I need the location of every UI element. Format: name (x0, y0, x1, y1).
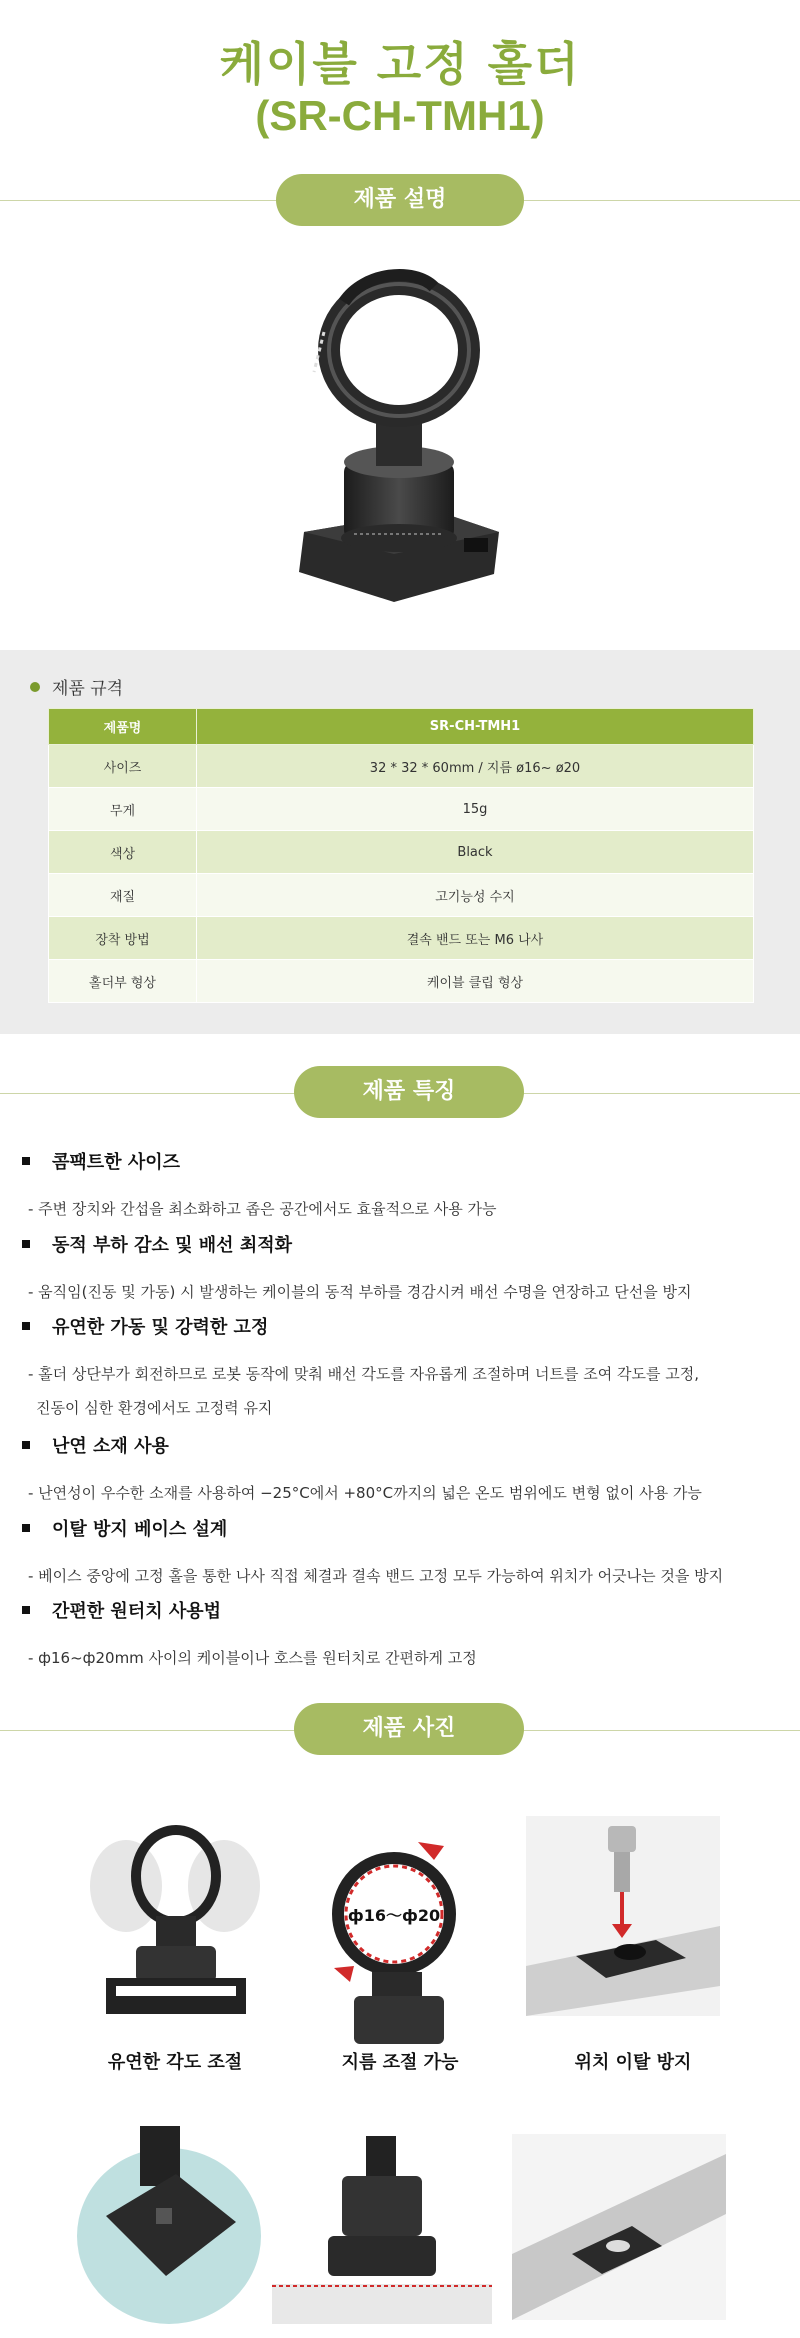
spec-label: 재질 (49, 874, 197, 917)
spec-value: Black (197, 831, 754, 874)
photo-rail-mount (512, 2134, 726, 2320)
photo-caption: 위치 이탈 방지 (574, 2052, 692, 2073)
feature-desc: - 움직임(진동 및 가동) 시 발생하는 케이블의 동적 부하를 경감시켜 배선 수명을 연장하고 단선을 방지 (28, 1283, 692, 1301)
spec-label: 홀더부 형상 (49, 960, 197, 1003)
table-row (49, 917, 754, 960)
diameter-label: ф16～ф20 (347, 1906, 441, 1925)
feature-item (20, 1231, 780, 1309)
spec-value: 15g (197, 788, 754, 831)
feature-title: 이탈 방지 베이스 설계 (52, 1519, 228, 1540)
photo-position-lock (526, 1816, 720, 2016)
photo-angle-adjust (86, 1806, 264, 2026)
feature-desc: - 주변 장치와 간섭을 최소화하고 좁은 공간에서도 효율적으로 사용 가능 (28, 1200, 497, 1218)
spec-label: 무게 (49, 788, 197, 831)
spec-table (48, 708, 754, 1003)
spec-header-label: 제품명 (49, 709, 197, 745)
spec-table-header (49, 709, 754, 745)
page-title: 케이블 고정 홀더 (219, 37, 581, 91)
bullet-dot-icon (30, 682, 40, 692)
feature-item (20, 1313, 780, 1425)
photo-diameter-adjust (294, 1806, 506, 2046)
spec-heading-label: 제품 규격 (52, 679, 124, 699)
feature-desc: - ф16~ф20mm 사이의 케이블이나 호스를 원터치로 간편하게 고정 (28, 1649, 477, 1667)
feature-title: 동적 부하 감소 및 배선 최적화 (52, 1235, 292, 1256)
table-row (49, 831, 754, 874)
photo-base-bottom (76, 2126, 262, 2326)
spec-heading (30, 674, 123, 699)
square-bullet-icon (22, 1524, 30, 1532)
feature-title: 콤팩트한 사이즈 (52, 1152, 180, 1173)
product-main-image (284, 262, 514, 612)
feature-desc: - 난연성이 우수한 소재를 사용하여 −25°C에서 +80°C까지의 넓은 온도 범위에도 변형 없이 사용 가능 (28, 1484, 702, 1502)
feature-item (20, 1148, 780, 1226)
feature-title: 난연 소재 사용 (52, 1436, 169, 1457)
table-row (49, 874, 754, 917)
table-row (49, 788, 754, 831)
spec-label: 사이즈 (49, 745, 197, 788)
feature-title: 유연한 가동 및 강력한 고정 (52, 1317, 269, 1338)
section-pill-description: 제품 설명 (276, 174, 524, 226)
spec-panel (0, 650, 800, 1034)
table-row (49, 745, 754, 788)
table-row (49, 960, 754, 1003)
spec-value: 고기능성 수지 (197, 874, 754, 917)
spec-value: 케이블 클립 형상 (197, 960, 754, 1003)
photo-caption: 유연한 각도 조절 (107, 2052, 243, 2073)
spec-label: 장착 방법 (49, 917, 197, 960)
feature-item (20, 1515, 780, 1593)
feature-desc: 진동이 심한 환경에서도 고정력 유지 (36, 1399, 273, 1417)
feature-item (20, 1432, 780, 1510)
square-bullet-icon (22, 1606, 30, 1614)
spec-header-value: SR-CH-TMH1 (197, 709, 754, 745)
square-bullet-icon (22, 1441, 30, 1449)
spec-label: 색상 (49, 831, 197, 874)
photo-side-view (272, 2136, 492, 2326)
square-bullet-icon (22, 1322, 30, 1330)
feature-desc: - 베이스 중앙에 고정 홀을 통한 나사 직접 체결과 결속 밴드 고정 모두 가능하여 위치가 어긋나는 것을 방지 (28, 1567, 724, 1585)
photo-caption: 지름 조절 가능 (341, 2052, 459, 2073)
page-subtitle: (SR-CH-TMH1) (255, 92, 545, 139)
square-bullet-icon (22, 1157, 30, 1165)
section-pill-photos: 제품 사진 (294, 1703, 524, 1755)
section-pill-features: 제품 특징 (294, 1066, 524, 1118)
square-bullet-icon (22, 1240, 30, 1248)
spec-value: 32 * 32 * 60mm / 지름 ø16~ ø20 (197, 745, 754, 788)
spec-value: 결속 밴드 또는 M6 나사 (197, 917, 754, 960)
feature-item (20, 1597, 780, 1675)
feature-title: 간편한 원터치 사용법 (52, 1601, 222, 1622)
feature-desc: - 홀더 상단부가 회전하므로 로봇 동작에 맞춰 배선 각도를 자유롭게 조절하며 너트를 조여 각도를 고정, (28, 1365, 700, 1383)
